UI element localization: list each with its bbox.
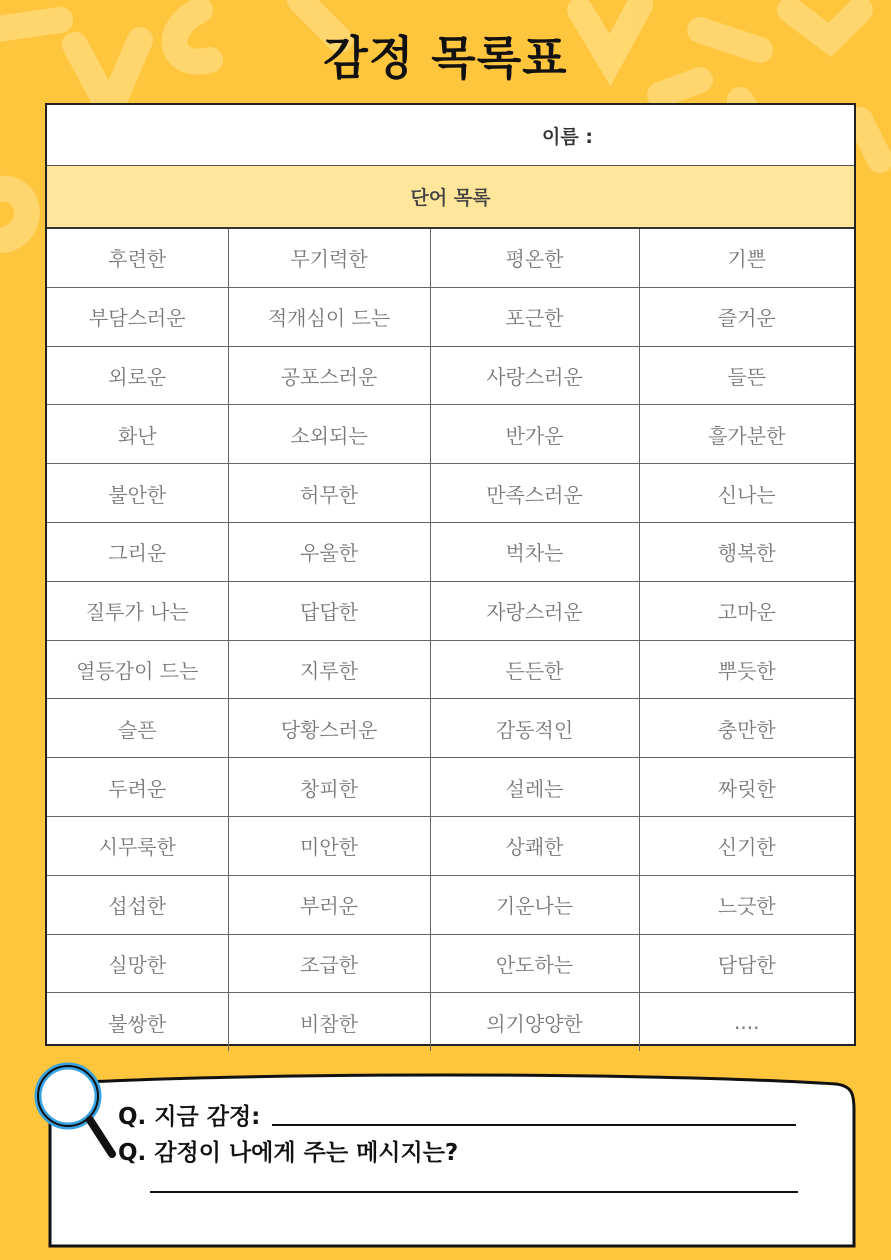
emotion-word-cell: 느긋한 [639,875,854,934]
emotion-word-cell: 즐거운 [639,287,854,346]
table-row [47,993,854,1051]
emotion-word-cell: 미안한 [228,816,430,875]
emotion-word-cell: 지루한 [228,640,430,699]
emotion-word-cell: 만족스러운 [430,464,639,523]
table-row [47,229,854,287]
table-row [47,640,854,699]
question-current-emotion: Q. 지금 감정: [118,1104,261,1130]
emotion-word-cell: 담담한 [639,934,854,993]
emotion-word-cell: 상쾌한 [430,816,639,875]
answer-line-1[interactable] [272,1124,796,1126]
emotion-word-cell: 기운나는 [430,875,639,934]
emotion-word-cell: 조급한 [228,934,430,993]
emotion-word-cell: 사랑스러운 [430,346,639,405]
emotion-word-table [47,229,854,1051]
emotion-word-cell: 공포스러운 [228,346,430,405]
emotion-word-cell: .... [639,993,854,1051]
table-row [47,405,854,464]
table-row [47,875,854,934]
question-emotion-message: Q. 감정이 나에게 주는 메시지는? [118,1140,459,1166]
emotion-word-cell: 부담스러운 [47,287,228,346]
emotion-word-cell: 화난 [47,405,228,464]
emotion-word-cell: 자랑스러운 [430,581,639,640]
emotion-word-cell: 행복한 [639,522,854,581]
emotion-word-cell: 신기한 [639,816,854,875]
emotion-word-cell: 두려운 [47,758,228,817]
table-row [47,934,854,993]
emotion-word-cell: 적개심이 드는 [228,287,430,346]
emotion-word-cell: 신나는 [639,464,854,523]
emotion-word-cell: 열등감이 드는 [47,640,228,699]
emotion-word-cell: 설레는 [430,758,639,817]
emotion-word-cell: 무기력한 [228,229,430,287]
name-row [47,105,854,166]
emotion-word-cell: 비참한 [228,993,430,1051]
emotion-word-cell: 안도하는 [430,934,639,993]
emotion-word-cell: 슬픈 [47,699,228,758]
emotion-word-cell: 포근한 [430,287,639,346]
emotion-word-cell: 불쌍한 [47,993,228,1051]
table-row [47,287,854,346]
emotion-word-cell: 섭섭한 [47,875,228,934]
emotion-word-cell: 벅차는 [430,522,639,581]
answer-line-2[interactable] [150,1191,798,1193]
emotion-word-cell: 우울한 [228,522,430,581]
emotion-word-cell: 허무한 [228,464,430,523]
name-label: 이름 : [542,125,593,148]
table-row [47,758,854,817]
emotion-word-cell: 평온한 [430,229,639,287]
emotion-word-cell: 흘가분한 [639,405,854,464]
emotion-word-cell: 고마운 [639,581,854,640]
emotion-word-cell: 의기양양한 [430,993,639,1051]
emotion-sheet [45,103,856,1046]
emotion-word-cell: 짜릿한 [639,758,854,817]
emotion-word-cell: 질투가 나는 [47,581,228,640]
table-row [47,816,854,875]
table-row [47,464,854,523]
emotion-word-cell: 든든한 [430,640,639,699]
emotion-word-cell: 부러운 [228,875,430,934]
emotion-word-cell: 소외되는 [228,405,430,464]
table-row [47,522,854,581]
emotion-word-cell: 기쁜 [639,229,854,287]
word-list-header: 단어 목록 [47,166,854,229]
emotion-word-cell: 그리운 [47,522,228,581]
emotion-word-cell: 답답한 [228,581,430,640]
emotion-word-cell: 반가운 [430,405,639,464]
emotion-word-cell: 당황스러운 [228,699,430,758]
magnifier-icon [32,1058,122,1163]
emotion-word-cell: 시무룩한 [47,816,228,875]
emotion-word-cell: 뿌듯한 [639,640,854,699]
table-row [47,346,854,405]
emotion-word-cell: 외로운 [47,346,228,405]
emotion-word-cell: 불안한 [47,464,228,523]
table-row [47,699,854,758]
emotion-word-cell: 후련한 [47,229,228,287]
table-row [47,581,854,640]
emotion-word-cell: 들뜬 [639,346,854,405]
emotion-word-cell: 충만한 [639,699,854,758]
page-title: 감정 목록표 [323,31,568,85]
emotion-word-cell: 창피한 [228,758,430,817]
emotion-word-cell: 감동적인 [430,699,639,758]
emotion-word-cell: 실망한 [47,934,228,993]
